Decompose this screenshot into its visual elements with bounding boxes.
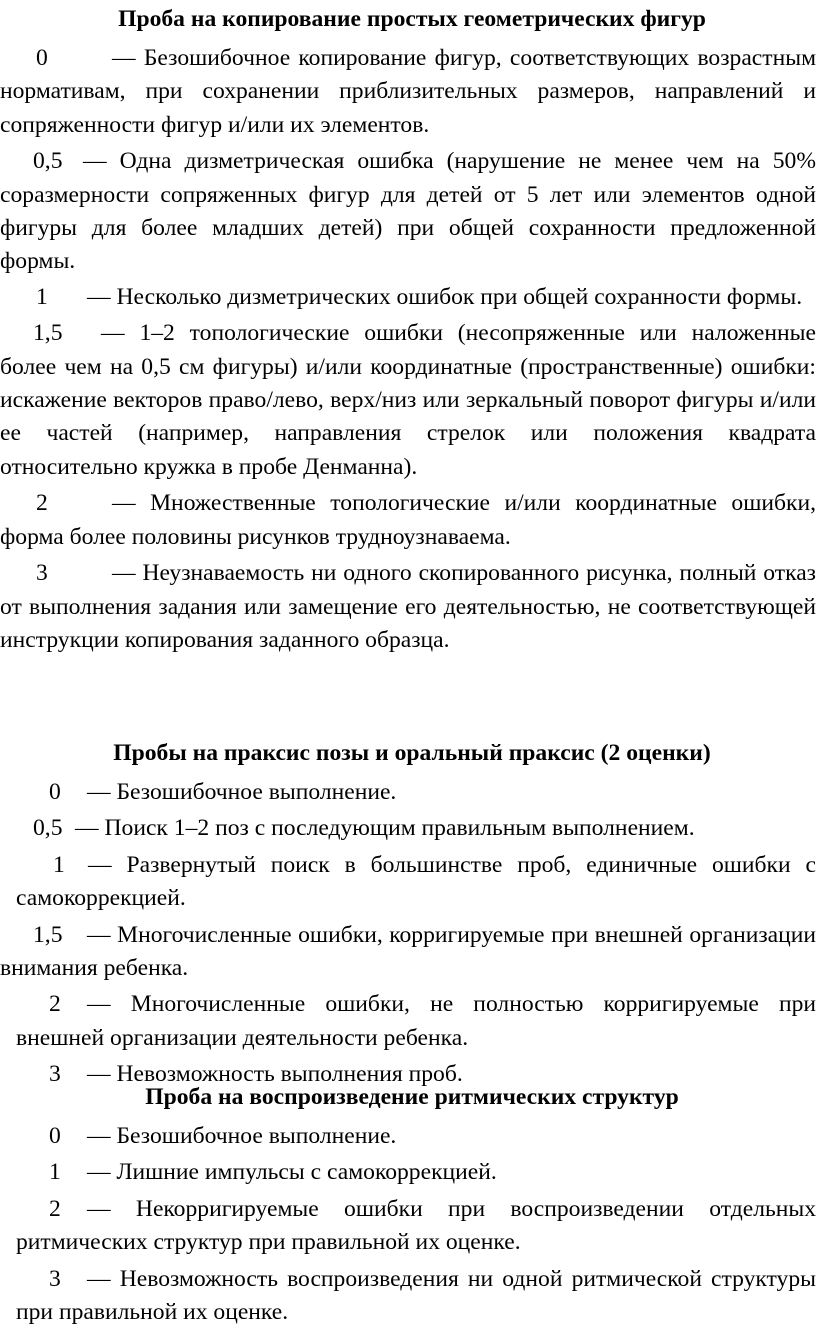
section-title: Проба на воспроизведение ритмических структур — [145, 1084, 679, 1110]
list-item — [0, 1263, 816, 1330]
score-description: — Многочисленные ошибки, корригируемые при внешней организации внимания ребенка. — [0, 921, 816, 982]
section-title: Проба на копирование простых геометрических фигур — [118, 6, 706, 32]
section-praxis — [0, 736, 816, 1092]
score-value: 1 — [49, 1159, 61, 1186]
score-description: — 1–2 топологические ошибки (несопряженные или наложенные более чем на 0,5 см фигуры) и/или координатные (пространственные) ошибки: искажение векторов право/лево, верх/низ или зеркальный поворот фигуры и/или ее частей (например, направления стрелок или положения квадрата относительно кружка в пробе Денманна). — [0, 320, 816, 480]
section-copying — [0, 2, 816, 657]
score-description: — Множественные топологические и/или координатные ошибки, форма более половины рисунков трудноузнаваема. — [0, 490, 816, 550]
section-rhythm — [0, 1080, 816, 1329]
list-item — [0, 849, 816, 916]
list-item — [0, 487, 816, 554]
score-value: 2 — [36, 490, 48, 517]
score-description: — Безошибочное копирование фигур, соответствующих возрастным нормативам, при сохранении приблизительных размеров, направлений и сопряженности фигур и/или их элементов. — [0, 45, 816, 138]
score-value: 0 — [49, 779, 61, 805]
score-description: — Одна дизметрическая ошибка (нарушение не менее чем на 50% соразмерности сопряженных фигур для детей от 5 лет или элементов одной фигуры для более младших детей) при общей сохранности предложенной формы. — [0, 148, 816, 275]
list-item — [0, 919, 816, 986]
list-item — [0, 988, 816, 1055]
score-description: — Несколько дизметрических ошибок при общей сохранности формы. — [87, 283, 803, 310]
score-description: — Лишние импульсы с самокоррекцией. — [87, 1159, 497, 1186]
score-description: — Поиск 1–2 поз с последующим правильным выполнением. — [75, 815, 695, 842]
score-description: — Безошибочное выполнение. — [87, 779, 397, 805]
score-value: 0 — [49, 1123, 61, 1149]
score-value: 1 — [53, 851, 65, 878]
section-title: Пробы на праксис позы и оральный праксис (2 оценки) — [113, 740, 711, 766]
score-description: — Развернутый поиск в большинстве проб, единичные ошибки с самокоррекцией. — [16, 851, 816, 912]
list-item — [0, 42, 816, 142]
list-item — [0, 1156, 816, 1189]
score-value: 0,5 — [33, 148, 63, 175]
score-value: 0 — [36, 45, 48, 71]
list-item — [0, 317, 816, 484]
score-value: 1,5 — [33, 320, 63, 347]
list-item — [0, 1193, 816, 1260]
score-description: — Безошибочное выполнение. — [87, 1123, 397, 1149]
score-description: — Неузнаваемость ни одного скопированного рисунка, полный отказ от выполнения задания или замещение его деятельностью, не соответствующей инструкции копирования заданного образца. — [0, 560, 816, 653]
score-description: — Некорригируемые ошибки при воспроизведении отдельных ритмических структур при правильной их оценке. — [16, 1195, 816, 1256]
score-value: 2 — [49, 991, 61, 1018]
score-value: 0,5 — [33, 815, 63, 842]
list-item — [0, 557, 816, 657]
score-value: 3 — [36, 560, 48, 587]
list-item — [0, 812, 816, 845]
score-value: 3 — [49, 1061, 61, 1088]
list-item — [0, 145, 816, 279]
list-item — [0, 281, 816, 314]
score-description: — Многочисленные ошибки, не полностью корригируемые при внешней организации деятельности ребенка. — [16, 991, 816, 1051]
score-value: 1 — [36, 283, 48, 310]
list-item — [0, 776, 816, 809]
score-value: 3 — [49, 1265, 61, 1292]
score-value: 2 — [49, 1195, 61, 1222]
score-value: 1,5 — [33, 921, 63, 948]
score-description: — Невозможность выполнения проб. — [87, 1061, 463, 1088]
list-item — [0, 1120, 816, 1153]
score-description: — Невозможность воспроизведения ни одной ритмической структуры при правильной их оценке. — [16, 1265, 816, 1326]
